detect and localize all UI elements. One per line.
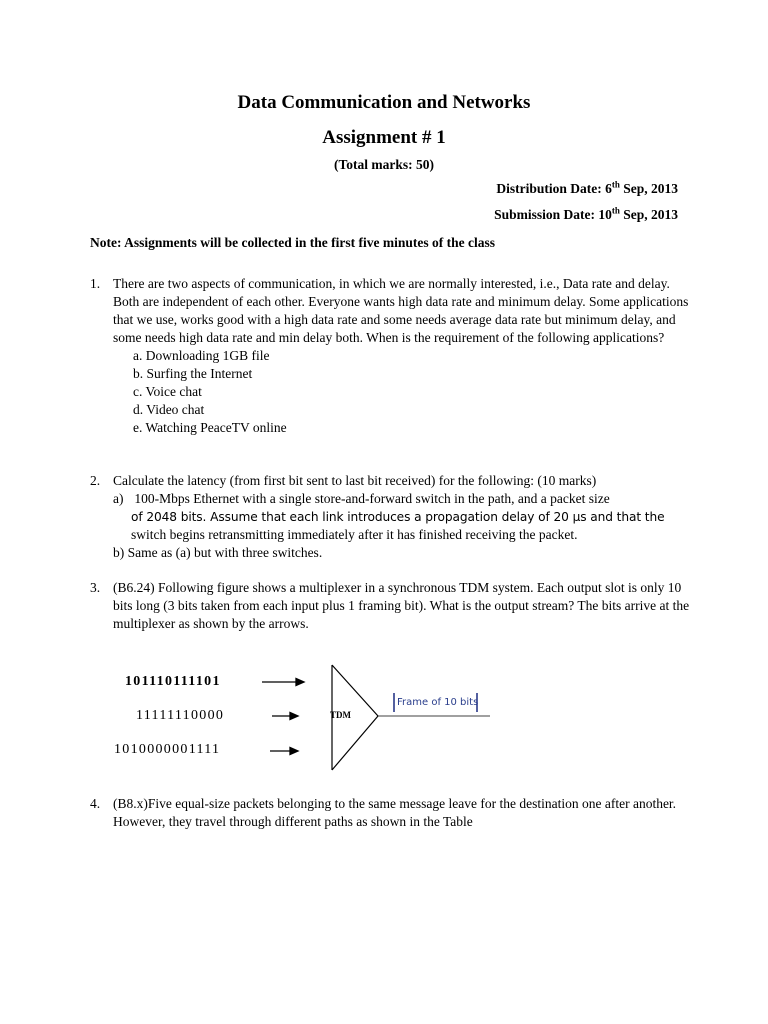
question-4	[90, 795, 690, 831]
note: Note: Assignments will be collected in the first five minutes of the class	[90, 235, 495, 250]
question-number: 2.	[90, 473, 101, 488]
document-title: Data Communication and Networks	[237, 92, 531, 113]
list-item: b. Surfing the Internet	[133, 366, 253, 381]
input-arrow	[272, 713, 298, 720]
frame-label: Frame of 10 bits	[397, 697, 479, 708]
application-list	[133, 347, 690, 437]
list-item: d. Video chat	[133, 402, 205, 417]
input-stream-2: 11111110000	[136, 708, 225, 723]
subquestion-a: a) 100-Mbps Ethernet with a single store-and-forward switch in the path, and a packet size of 2048 bits. Assume that each link introduces a propagation delay of 20 µs and that the switch begins retransmitting immediately after it has finished receiving the packet.	[113, 491, 665, 542]
tdm-diagram	[110, 660, 510, 780]
list-item: c. Voice chat	[133, 384, 202, 399]
question-1	[90, 275, 690, 437]
question-number: 1.	[90, 276, 101, 291]
question-text: There are two aspects of communication, in which we are normally interested, i.e., Data rate and delay. Both are independent of each other. Everyone wants high data rate and minimum delay. Some applications that we use, works good with a high data rate and some needs average data rate but minimum delay, and some needs high data rate and min delay both. When is the requirement of the following applications?	[113, 276, 689, 345]
total-marks: (Total marks: 50)	[334, 157, 434, 172]
question-text: (B8.x)Five equal-size packets belonging to the same message leave for the destination one after another. However, they travel through different paths as shown in the Table	[113, 796, 677, 829]
input-arrow	[270, 748, 298, 755]
input-stream-3: 1010000001111	[114, 742, 221, 757]
subquestion-label: a)	[113, 491, 124, 506]
question-number: 4.	[90, 796, 101, 811]
question-number: 3.	[90, 580, 101, 595]
input-arrow	[262, 679, 304, 686]
list-item: a. Downloading 1GB file	[133, 348, 270, 363]
question-3	[90, 579, 690, 633]
question-text: (B6.24) Following figure shows a multiplexer in a synchronous TDM system. Each output slot is only 10 bits long (3 bits taken from each input plus 1 framing bit). What is the output stream? The bits arrive at the multiplexer as shown by the arrows.	[113, 580, 690, 631]
mux-label: TDM	[330, 710, 351, 720]
question-2	[90, 472, 690, 562]
list-item: e. Watching PeaceTV online	[133, 420, 287, 435]
question-text: Calculate the latency (from first bit sent to last bit received) for the following: (10 marks)	[113, 473, 597, 488]
assignment-title: Assignment # 1	[322, 127, 446, 148]
input-stream-1: 101110111101	[125, 674, 221, 689]
submission-date: Submission Date: 10th Sep, 2013	[494, 205, 678, 222]
subquestion-b: b) Same as (a) but with three switches.	[113, 545, 323, 560]
distribution-date: Distribution Date: 6th Sep, 2013	[496, 179, 678, 196]
